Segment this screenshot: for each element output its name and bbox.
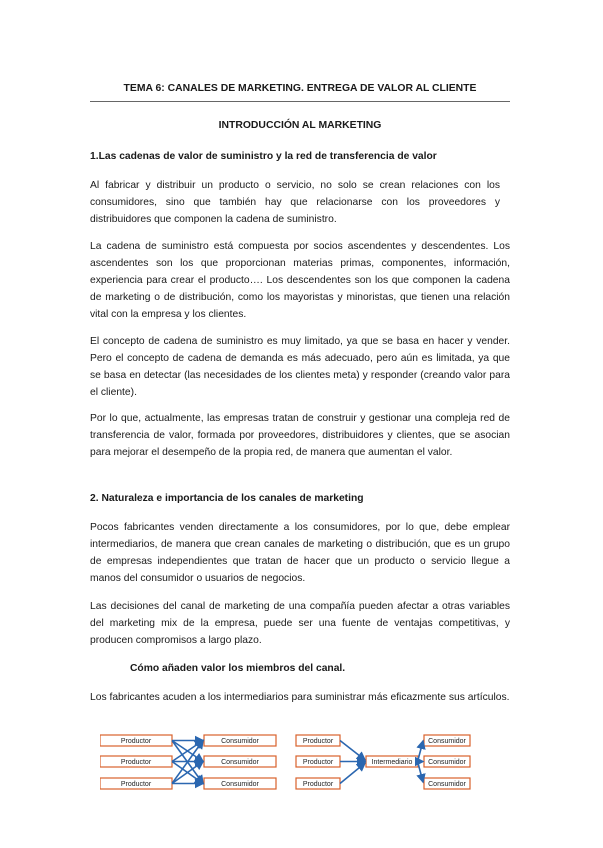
intermediary-box <box>366 756 418 767</box>
producer-box <box>296 778 340 789</box>
direct-channel-panel <box>100 735 276 789</box>
consumer-label: Consumidor <box>221 781 259 788</box>
document-title: TEMA 6: CANALES DE MARKETING. ENTREGA DE VALOR AL CLIENTE <box>123 83 477 94</box>
producer-box <box>100 778 172 789</box>
producer-label: Productor <box>302 759 334 766</box>
producer-box <box>100 756 172 767</box>
producer-box <box>100 735 172 746</box>
section-2-paragraph-3: Los fabricantes acuden a los intermediarios para suministrar más eficazmente sus artículos. <box>90 692 510 703</box>
section-2-paragraph-2: Las decisiones del canal de marketing de una compañía pueden afectar a otras variables del marketing mix de la empresa, puede ser una fuente de ventajas competitivas, y producen compromisos a largo plazo. <box>90 601 510 646</box>
section-1-paragraph-1: Al fabricar y distribuir un producto o servicio, no solo se crean relaciones con los consumidores, sino que también hay que relacionarse con los proveedores y distribuidores que componen la cadena de suministro. <box>90 180 500 225</box>
consumer-label: Consumidor <box>428 759 466 766</box>
title-divider <box>90 101 510 102</box>
consumer-label: Consumidor <box>221 738 259 745</box>
consumer-box <box>204 735 276 746</box>
channel-diagram <box>100 731 520 795</box>
consumer-box <box>424 778 470 789</box>
section-1-paragraph-3: El concepto de cadena de suministro es muy limitado, ya que se basa en hacer y vender. Pero el concepto de cadena de demanda es más adecuado, pero aún es limitada, ya que se basa en detectar (las necesidades de los clientes meta) y responder (creando valor para el cliente). <box>90 336 510 398</box>
section-1-paragraph-2: La cadena de suministro está compuesta por socios ascendentes y descendentes. Los ascendentes son los que proporcionan materias primas, componentes, información, experiencia para crear el producto…. Los descendentes son los que componen la cadena de marketing o de distribución, como los mayoristas y minoristas, que tienen una relación vital con la empresa y los clientes. <box>90 241 510 320</box>
producer-label: Productor <box>120 781 152 788</box>
producer-label: Productor <box>120 759 152 766</box>
producer-label: Productor <box>302 781 334 788</box>
consumer-box <box>204 778 276 789</box>
section-2-subheading: Cómo añaden valor los miembros del canal. <box>130 663 346 674</box>
producer-box <box>296 735 340 746</box>
consumer-box <box>424 756 470 767</box>
section-2-heading: 2. Naturaleza e importancia de los canales de marketing <box>90 493 364 504</box>
section-1-heading: 1.Las cadenas de valor de suministro y la red de transferencia de valor <box>90 151 437 162</box>
document-subtitle: INTRODUCCIÓN AL MARKETING <box>218 120 382 131</box>
section-1-paragraph-4: Por lo que, actualmente, las empresas tratan de construir y gestionar una compleja red de transferencia de valor, formada por proveedores, distribuidores y clientes, que se asocian para mejorar el desempeño de la propia red, de manera que aumentan el valor. <box>90 413 510 458</box>
producer-label: Productor <box>120 738 152 745</box>
consumer-box <box>424 735 470 746</box>
intermediary-label: Intermediario <box>371 759 413 766</box>
consumer-label: Consumidor <box>221 759 259 766</box>
consumer-label: Consumidor <box>428 738 466 745</box>
section-2-paragraph-1: Pocos fabricantes venden directamente a los consumidores, por lo que, debe emplear intermediarios, de manera que crean canales de marketing o distribución, que es un grupo de empresas independientes que tratan de hacer que un producto o servicio llegue a manos del consumidor o usuarios de negocios. <box>90 522 510 584</box>
direct-arrows <box>172 741 203 784</box>
intermediary-channel-panel <box>296 735 470 789</box>
consumer-label: Consumidor <box>428 781 466 788</box>
consumer-box <box>204 756 276 767</box>
producer-box <box>296 756 340 767</box>
producer-label: Productor <box>302 738 334 745</box>
